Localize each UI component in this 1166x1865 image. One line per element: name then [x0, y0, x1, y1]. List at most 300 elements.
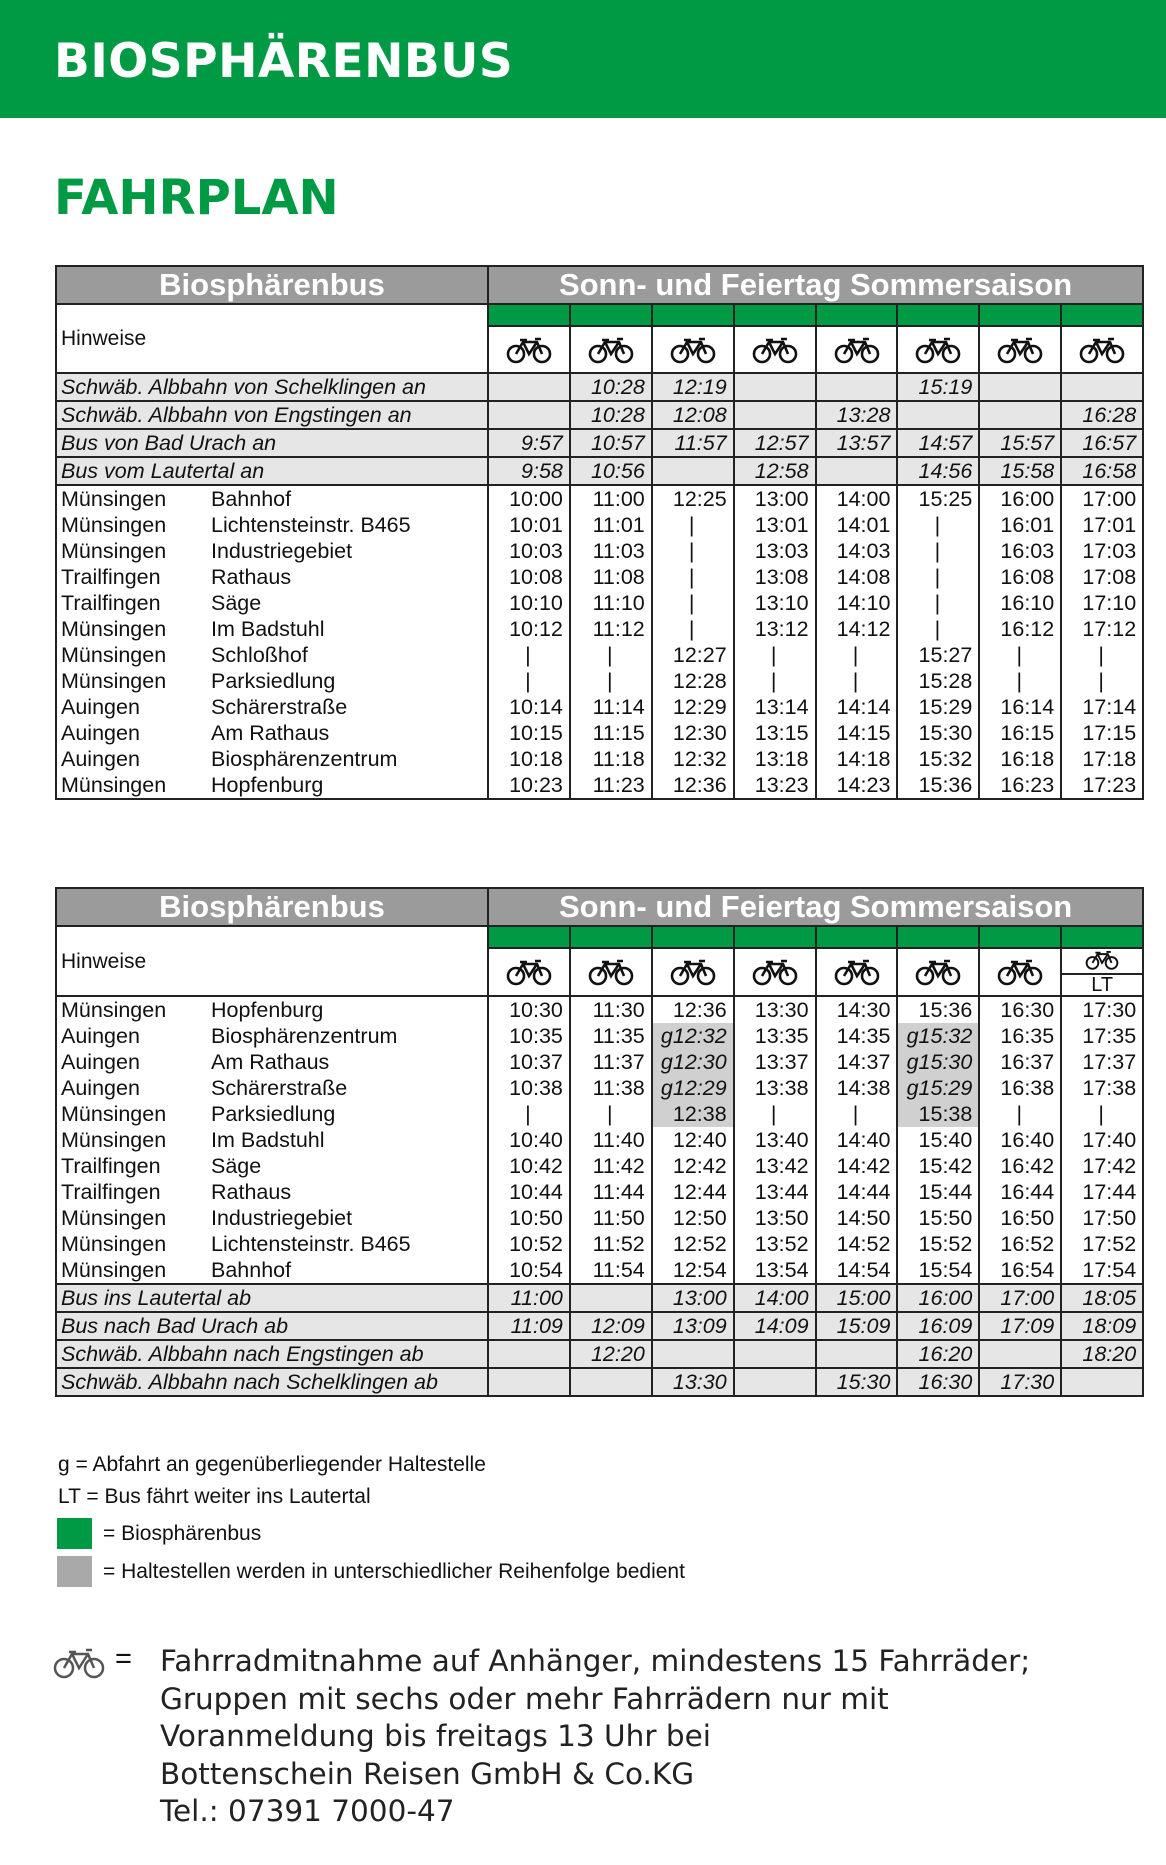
stop-town: Auingen: [61, 1075, 140, 1100]
stop-row: [56, 1023, 1143, 1049]
departure-time: g12:29: [652, 1075, 734, 1101]
departure-time: 17:10: [1061, 590, 1143, 616]
stop-town: Münsingen: [61, 1127, 167, 1152]
connection-time: 14:00: [734, 1284, 816, 1312]
connection-time: 16:00: [897, 1284, 979, 1312]
departure-time: 10:08: [488, 564, 570, 590]
connection-time: 11:09: [488, 1312, 570, 1340]
bicycle-icon-cell: [488, 326, 570, 373]
green-bus-marker: [1061, 304, 1143, 326]
connection-label: Bus vom Lautertal an: [56, 457, 488, 485]
departure-time: 15:36: [897, 772, 979, 799]
stop-name: [56, 485, 488, 512]
departure-time: |: [816, 642, 898, 668]
departure-time: 13:44: [734, 1179, 816, 1205]
connection-time: 11:57: [652, 429, 734, 457]
departure-time: |: [734, 1101, 816, 1127]
legend-green-note: = Biosphärenbus: [103, 1522, 262, 1545]
stop-row: [56, 1049, 1143, 1075]
departure-time: |: [570, 642, 652, 668]
departure-time: 11:42: [570, 1153, 652, 1179]
connection-time: 9:57: [488, 429, 570, 457]
departure-time: 16:37: [979, 1049, 1061, 1075]
departure-time: 15:36: [897, 996, 979, 1023]
departure-time: 17:08: [1061, 564, 1143, 590]
stop-town: Münsingen: [61, 997, 167, 1022]
departure-time: |: [897, 616, 979, 642]
departure-time: 15:32: [897, 746, 979, 772]
connection-label: Schwäb. Albbahn von Engstingen an: [56, 401, 488, 429]
departure-time: 11:12: [570, 616, 652, 642]
connection-row: [56, 1368, 1143, 1396]
departure-time: 13:38: [734, 1075, 816, 1101]
departure-time: 13:14: [734, 694, 816, 720]
table-title-right: Sonn- und Feiertag Sommersaison: [488, 888, 1143, 926]
bike-note-equals: =: [115, 1643, 132, 1675]
departure-time: 15:25: [897, 485, 979, 512]
stop-row: [56, 1231, 1143, 1257]
stop-town: Münsingen: [61, 616, 167, 641]
bicycle-icon: [980, 335, 1060, 365]
table-title-left: Biosphärenbus: [56, 266, 488, 304]
departure-time: 14:52: [816, 1231, 898, 1257]
departure-time: 10:52: [488, 1231, 570, 1257]
stop-row: [56, 590, 1143, 616]
hinweise-label: Hinweise: [56, 926, 488, 996]
departure-time: 14:01: [816, 512, 898, 538]
departure-time: 11:40: [570, 1127, 652, 1153]
stop-row: [56, 1153, 1143, 1179]
departure-time: 17:40: [1061, 1127, 1143, 1153]
departure-time: 15:29: [897, 694, 979, 720]
bicycle-icon: [1062, 335, 1142, 365]
stop-location: Im Badstuhl: [211, 1127, 325, 1152]
departure-time: 12:40: [652, 1127, 734, 1153]
stop-row: [56, 1101, 1143, 1127]
connection-time: 16:28: [1061, 401, 1143, 429]
bicycle-icon: [571, 957, 651, 987]
departure-time: 15:38: [897, 1101, 979, 1127]
departure-time: 12:29: [652, 694, 734, 720]
stop-row: [56, 720, 1143, 746]
departure-time: 15:30: [897, 720, 979, 746]
departure-time: 14:10: [816, 590, 898, 616]
bicycle-icon: [735, 335, 815, 365]
stop-town: Münsingen: [61, 1101, 167, 1126]
departure-time: 14:14: [816, 694, 898, 720]
departure-time: 14:38: [816, 1075, 898, 1101]
timetable-return: [55, 887, 1144, 1397]
bicycle-icon: [653, 957, 733, 987]
bicycle-icon: [898, 957, 978, 987]
departure-time: 14:35: [816, 1023, 898, 1049]
departure-time: 14:12: [816, 616, 898, 642]
connection-time: [816, 373, 898, 401]
stop-location: Industriegebiet: [211, 1205, 353, 1230]
departure-time: 14:08: [816, 564, 898, 590]
departure-time: 10:01: [488, 512, 570, 538]
green-bus-marker: [570, 926, 652, 948]
connection-time: [979, 373, 1061, 401]
stop-location: Rathaus: [211, 1179, 292, 1204]
connection-time: 18:20: [1061, 1340, 1143, 1368]
stop-name: [56, 1023, 488, 1049]
connection-time: 10:28: [570, 373, 652, 401]
stop-location: Schärerstraße: [211, 1075, 348, 1100]
connection-time: [897, 401, 979, 429]
bicycle-icon: [489, 957, 569, 987]
stop-town: Münsingen: [61, 772, 167, 797]
stop-row: [56, 1205, 1143, 1231]
departure-time: 16:23: [979, 772, 1061, 799]
departure-time: 11:01: [570, 512, 652, 538]
departure-time: 11:10: [570, 590, 652, 616]
departure-time: |: [897, 538, 979, 564]
stop-town: Münsingen: [61, 1231, 167, 1256]
departure-time: |: [816, 668, 898, 694]
connection-time: [734, 401, 816, 429]
departure-time: 17:00: [1061, 485, 1143, 512]
departure-time: 17:30: [1061, 996, 1143, 1023]
departure-time: 15:40: [897, 1127, 979, 1153]
hinweise-label: Hinweise: [56, 304, 488, 373]
bicycle-icon: [1062, 949, 1142, 971]
bicycle-icon: [980, 957, 1060, 987]
departure-time: 17:44: [1061, 1179, 1143, 1205]
stop-row: [56, 538, 1143, 564]
connection-time: [488, 1340, 570, 1368]
bicycle-icon-cell: [570, 948, 652, 996]
connection-time: 15:30: [816, 1368, 898, 1396]
green-swatch: [57, 1518, 92, 1549]
departure-time: 10:18: [488, 746, 570, 772]
stop-town: Münsingen: [61, 486, 167, 511]
stop-row: [56, 512, 1143, 538]
green-bus-marker: [979, 926, 1061, 948]
stop-name: [56, 746, 488, 772]
departure-time: 11:14: [570, 694, 652, 720]
connection-row: [56, 457, 1143, 485]
departure-time: 12:36: [652, 772, 734, 799]
connection-time: 17:30: [979, 1368, 1061, 1396]
stop-row: [56, 772, 1143, 799]
connection-label: Bus nach Bad Urach ab: [56, 1312, 488, 1340]
departure-time: 16:40: [979, 1127, 1061, 1153]
green-bus-marker: [734, 926, 816, 948]
departure-time: 10:03: [488, 538, 570, 564]
departure-time: |: [1061, 642, 1143, 668]
bicycle-icon: [817, 957, 897, 987]
bicycle-icon: [489, 335, 569, 365]
connection-label: Schwäb. Albbahn von Schelklingen an: [56, 373, 488, 401]
timetable-outbound: [55, 265, 1144, 800]
connection-time: 10:28: [570, 401, 652, 429]
departure-time: |: [897, 512, 979, 538]
bicycle-icon-cell: [652, 948, 734, 996]
connection-time: [1061, 373, 1143, 401]
departure-time: 17:50: [1061, 1205, 1143, 1231]
stop-name: [56, 564, 488, 590]
stop-location: Lichtensteinstr. B465: [211, 1231, 411, 1256]
departure-time: 16:18: [979, 746, 1061, 772]
departure-time: 17:52: [1061, 1231, 1143, 1257]
departure-time: 11:54: [570, 1257, 652, 1284]
stop-location: Im Badstuhl: [211, 616, 325, 641]
stop-name: [56, 512, 488, 538]
departure-time: 11:52: [570, 1231, 652, 1257]
stop-row: [56, 1127, 1143, 1153]
departure-time: |: [1061, 668, 1143, 694]
connection-time: 12:09: [570, 1312, 652, 1340]
bicycle-icon: [653, 335, 733, 365]
connection-time: 9:58: [488, 457, 570, 485]
connection-row: [56, 373, 1143, 401]
departure-time: 14:15: [816, 720, 898, 746]
departure-time: 10:10: [488, 590, 570, 616]
departure-time: 16:30: [979, 996, 1061, 1023]
stop-name: [56, 996, 488, 1023]
departure-time: 10:12: [488, 616, 570, 642]
departure-time: 16:15: [979, 720, 1061, 746]
departure-time: 12:28: [652, 668, 734, 694]
departure-time: |: [570, 668, 652, 694]
bicycle-icon: [571, 335, 651, 365]
stop-town: Münsingen: [61, 668, 167, 693]
departure-time: 13:42: [734, 1153, 816, 1179]
connection-time: 16:57: [1061, 429, 1143, 457]
connection-time: 18:05: [1061, 1284, 1143, 1312]
green-bus-marker: [488, 926, 570, 948]
departure-time: 14:03: [816, 538, 898, 564]
stop-town: Trailfingen: [61, 1153, 161, 1178]
departure-time: 11:23: [570, 772, 652, 799]
departure-time: 13:18: [734, 746, 816, 772]
departure-time: 16:00: [979, 485, 1061, 512]
departure-time: 10:37: [488, 1049, 570, 1075]
departure-time: 11:35: [570, 1023, 652, 1049]
bicycle-icon-cell: [816, 326, 898, 373]
stop-location: Schloßhof: [211, 642, 308, 667]
bicycle-icon-cell: [979, 326, 1061, 373]
stop-name: [56, 1231, 488, 1257]
departure-time: 13:30: [734, 996, 816, 1023]
departure-time: |: [488, 642, 570, 668]
stop-row: [56, 616, 1143, 642]
stop-name: [56, 1127, 488, 1153]
departure-time: 12:54: [652, 1257, 734, 1284]
stop-location: Am Rathaus: [211, 1049, 330, 1074]
departure-time: 15:52: [897, 1231, 979, 1257]
departure-time: g12:30: [652, 1049, 734, 1075]
departure-time: 11:08: [570, 564, 652, 590]
departure-time: 12:36: [652, 996, 734, 1023]
departure-time: |: [979, 668, 1061, 694]
departure-time: 13:23: [734, 772, 816, 799]
departure-time: 10:23: [488, 772, 570, 799]
stop-row: [56, 668, 1143, 694]
departure-time: 12:52: [652, 1231, 734, 1257]
departure-time: |: [734, 642, 816, 668]
departure-time: 14:37: [816, 1049, 898, 1075]
connection-time: 12:57: [734, 429, 816, 457]
stop-town: Münsingen: [61, 642, 167, 667]
bike-note: [160, 1643, 1030, 1831]
departure-time: 12:44: [652, 1179, 734, 1205]
table-title-left: Biosphärenbus: [56, 888, 488, 926]
stop-location: Säge: [211, 1153, 262, 1178]
bicycle-icon-cell: [570, 326, 652, 373]
stop-location: Schärerstraße: [211, 694, 348, 719]
departure-time: 14:23: [816, 772, 898, 799]
header-bar: [0, 0, 1166, 118]
stop-name: [56, 616, 488, 642]
departure-time: 16:38: [979, 1075, 1061, 1101]
connection-time: 14:56: [897, 457, 979, 485]
connection-time: 13:00: [652, 1284, 734, 1312]
departure-time: 12:25: [652, 485, 734, 512]
bicycle-icon-cell: [1061, 326, 1143, 373]
connection-label: Schwäb. Albbahn nach Schelklingen ab: [56, 1368, 488, 1396]
departure-time: 13:50: [734, 1205, 816, 1231]
green-bus-marker: [816, 926, 898, 948]
stop-location: Lichtensteinstr. B465: [211, 512, 411, 537]
bicycle-icon: [735, 957, 815, 987]
departure-time: g12:32: [652, 1023, 734, 1049]
departure-time: 16:03: [979, 538, 1061, 564]
bicycle-icon-cell: [1061, 948, 1143, 996]
departure-time: 13:08: [734, 564, 816, 590]
connection-time: 13:09: [652, 1312, 734, 1340]
departure-time: 13:37: [734, 1049, 816, 1075]
departure-time: 11:15: [570, 720, 652, 746]
departure-time: 17:54: [1061, 1257, 1143, 1284]
departure-time: 16:35: [979, 1023, 1061, 1049]
stop-row: [56, 485, 1143, 512]
departure-time: 16:10: [979, 590, 1061, 616]
stop-name: [56, 1205, 488, 1231]
departure-time: |: [816, 1101, 898, 1127]
stop-location: Am Rathaus: [211, 720, 330, 745]
departure-time: 16:08: [979, 564, 1061, 590]
connection-time: [979, 401, 1061, 429]
gray-swatch: [57, 1556, 92, 1587]
stop-town: Trailfingen: [61, 590, 161, 615]
stop-row: [56, 746, 1143, 772]
stop-location: Hopfenburg: [211, 997, 324, 1022]
stop-town: Trailfingen: [61, 1179, 161, 1204]
departure-time: 10:35: [488, 1023, 570, 1049]
connection-time: 12:08: [652, 401, 734, 429]
departure-time: 15:44: [897, 1179, 979, 1205]
departure-time: 10:38: [488, 1075, 570, 1101]
green-bus-marker: [979, 304, 1061, 326]
bike-note-line: Tel.: 07391 7000-47: [160, 1794, 455, 1828]
stop-location: Parksiedlung: [211, 668, 336, 693]
departure-time: |: [652, 590, 734, 616]
bicycle-icon-cell: [816, 948, 898, 996]
connection-time: 16:20: [897, 1340, 979, 1368]
departure-time: |: [897, 564, 979, 590]
connection-row: [56, 1340, 1143, 1368]
departure-time: |: [652, 616, 734, 642]
departure-time: 16:14: [979, 694, 1061, 720]
departure-time: |: [1061, 1101, 1143, 1127]
connection-time: 12:19: [652, 373, 734, 401]
departure-time: 11:03: [570, 538, 652, 564]
departure-time: 16:54: [979, 1257, 1061, 1284]
departure-time: 16:50: [979, 1205, 1061, 1231]
departure-time: 17:23: [1061, 772, 1143, 799]
departure-time: 17:03: [1061, 538, 1143, 564]
stop-name: [56, 1153, 488, 1179]
stop-location: Säge: [211, 590, 262, 615]
departure-time: 13:00: [734, 485, 816, 512]
green-bus-marker: [816, 304, 898, 326]
connection-row: [56, 401, 1143, 429]
departure-time: 12:27: [652, 642, 734, 668]
departure-time: 13:10: [734, 590, 816, 616]
stop-location: Industriegebiet: [211, 538, 353, 563]
departure-time: |: [570, 1101, 652, 1127]
stop-location: Parksiedlung: [211, 1101, 336, 1126]
departure-time: 10:50: [488, 1205, 570, 1231]
bike-note-line: Voranmeldung bis freitags 13 Uhr bei: [160, 1719, 711, 1753]
departure-time: 10:00: [488, 485, 570, 512]
connection-time: 14:57: [897, 429, 979, 457]
departure-time: 17:15: [1061, 720, 1143, 746]
departure-time: 12:50: [652, 1205, 734, 1231]
bicycle-icon-cell: [652, 326, 734, 373]
stop-location: Hopfenburg: [211, 772, 324, 797]
green-bus-marker: [897, 304, 979, 326]
departure-time: 15:28: [897, 668, 979, 694]
connection-time: 15:19: [897, 373, 979, 401]
stop-row: [56, 996, 1143, 1023]
departure-time: 10:40: [488, 1127, 570, 1153]
departure-time: 15:42: [897, 1153, 979, 1179]
green-bus-marker: [734, 304, 816, 326]
connection-row: [56, 1312, 1143, 1340]
departure-time: 11:37: [570, 1049, 652, 1075]
connection-time: 16:58: [1061, 457, 1143, 485]
departure-time: 13:12: [734, 616, 816, 642]
connection-time: [816, 1340, 898, 1368]
stop-town: Auingen: [61, 694, 140, 719]
stop-name: [56, 1257, 488, 1284]
connection-time: [488, 1368, 570, 1396]
connection-label: Bus ins Lautertal ab: [56, 1284, 488, 1312]
departure-time: 14:50: [816, 1205, 898, 1231]
connection-time: [979, 1340, 1061, 1368]
legend-gray-note: = Haltestellen werden in unterschiedlicher Reihenfolge bedient: [103, 1560, 685, 1583]
connection-time: 16:30: [897, 1368, 979, 1396]
departure-time: 14:00: [816, 485, 898, 512]
stop-name: [56, 538, 488, 564]
stop-row: [56, 694, 1143, 720]
departure-time: 14:42: [816, 1153, 898, 1179]
departure-time: 12:38: [652, 1101, 734, 1127]
connection-label: Bus von Bad Urach an: [56, 429, 488, 457]
departure-time: 16:44: [979, 1179, 1061, 1205]
departure-time: 12:30: [652, 720, 734, 746]
stop-name: [56, 720, 488, 746]
stop-name: [56, 772, 488, 799]
stop-row: [56, 564, 1143, 590]
connection-time: [652, 1340, 734, 1368]
departure-time: |: [652, 512, 734, 538]
stop-name: [56, 590, 488, 616]
bicycle-icon-cell: [734, 948, 816, 996]
